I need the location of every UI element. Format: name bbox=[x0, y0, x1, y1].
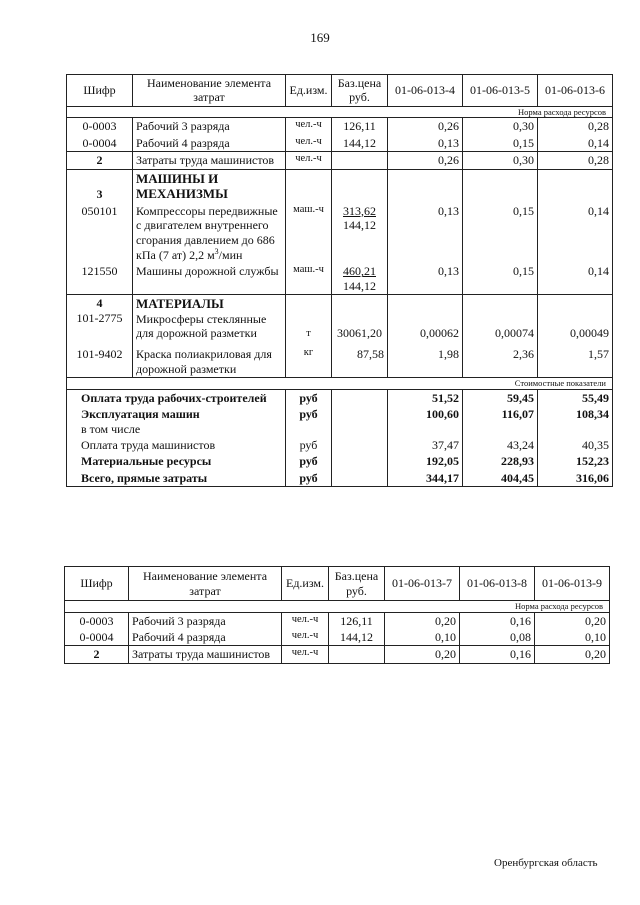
row-unit: маш.-ч bbox=[286, 203, 332, 264]
row-name: Машины дорожной службы bbox=[133, 263, 286, 294]
row-price: 30061,20 bbox=[332, 295, 388, 342]
row-value: 0,20 bbox=[535, 646, 610, 663]
summary-value: 228,93 bbox=[463, 453, 538, 469]
summary-unit: руб bbox=[286, 470, 332, 487]
row-code: 0-0004 bbox=[67, 135, 133, 152]
table-row bbox=[67, 341, 613, 377]
header-unit: Ед.изм. bbox=[282, 567, 329, 601]
header-col-1: 01-06-013-4 bbox=[388, 75, 463, 107]
summary-name: Оплата труда машинистов bbox=[67, 437, 286, 453]
summary-value: 55,49 bbox=[538, 389, 613, 406]
summary-name: Всего, прямые затраты bbox=[67, 470, 286, 487]
summary-value: 37,47 bbox=[388, 437, 463, 453]
summary-unit: руб bbox=[286, 437, 332, 453]
row-unit: чел.-ч bbox=[286, 152, 332, 169]
row-value: 0,00074 bbox=[463, 295, 538, 342]
summary-value: 116,07 bbox=[463, 406, 538, 437]
row-value: 0,30 bbox=[463, 152, 538, 169]
norm-label-row bbox=[67, 106, 613, 118]
row-price: 313,62 144,12 bbox=[332, 203, 388, 264]
table-row bbox=[67, 135, 613, 152]
row-name: Затраты труда машинистов bbox=[129, 646, 282, 663]
row-name: Краска полиакриловая для дорожной разметки bbox=[133, 341, 286, 377]
row-unit: маш.-ч bbox=[286, 263, 332, 294]
row-value: 1,57 bbox=[538, 341, 613, 377]
summary-value: 404,45 bbox=[463, 470, 538, 487]
row-value: 0,13 bbox=[388, 203, 463, 264]
summary-value: 43,24 bbox=[463, 437, 538, 453]
row-value: 0,13 bbox=[388, 263, 463, 294]
section-code: 4 101-2775 bbox=[67, 295, 133, 342]
row-value: 2,36 bbox=[463, 341, 538, 377]
row-unit: чел.-ч bbox=[286, 135, 332, 152]
table-row bbox=[67, 152, 613, 169]
cost-label: Стоимостные показатели bbox=[388, 378, 613, 390]
header-name: Наименование элемента затрат bbox=[133, 75, 286, 107]
summary-row bbox=[67, 470, 613, 487]
row-code: 0-0003 bbox=[67, 118, 133, 135]
table-row bbox=[67, 263, 613, 294]
row-value: 0,10 bbox=[385, 629, 460, 646]
row-price bbox=[329, 646, 385, 663]
summary-name: Материальные ресурсы bbox=[67, 453, 286, 469]
summary-value: 192,05 bbox=[388, 453, 463, 469]
row-price: 144,12 bbox=[329, 629, 385, 646]
row-value: 0,08 bbox=[460, 629, 535, 646]
row-value: 0,14 bbox=[538, 203, 613, 264]
row-value: 0,10 bbox=[535, 629, 610, 646]
header-code: Шифр bbox=[67, 75, 133, 107]
header-col-3: 01-06-013-6 bbox=[538, 75, 613, 107]
row-name: Рабочий 4 разряда bbox=[129, 629, 282, 646]
row-price bbox=[332, 152, 388, 169]
row-unit: кг bbox=[286, 341, 332, 377]
header-code: Шифр bbox=[65, 567, 129, 601]
table-row bbox=[67, 203, 613, 264]
row-value: 0,14 bbox=[538, 135, 613, 152]
resource-table-1 bbox=[66, 74, 613, 487]
cost-label-row bbox=[67, 378, 613, 390]
table-row bbox=[65, 612, 610, 629]
row-value: 0,15 bbox=[463, 203, 538, 264]
section-row bbox=[67, 295, 613, 342]
header-col-2: 01-06-013-5 bbox=[463, 75, 538, 107]
row-code: 0-0004 bbox=[65, 629, 129, 646]
row-code: 2 bbox=[67, 152, 133, 169]
section-code: 3 bbox=[67, 169, 133, 203]
row-value: 0,13 bbox=[388, 135, 463, 152]
row-name: Затраты труда машинистов bbox=[133, 152, 286, 169]
row-value: 0,16 bbox=[460, 612, 535, 629]
resource-table-2 bbox=[64, 566, 610, 664]
table-row bbox=[65, 629, 610, 646]
summary-value: 40,35 bbox=[538, 437, 613, 453]
row-value: 0,26 bbox=[388, 118, 463, 135]
row-value: 0,00049 bbox=[538, 295, 613, 342]
row-price: 144,12 bbox=[332, 135, 388, 152]
row-name: Рабочий 3 разряда bbox=[129, 612, 282, 629]
summary-value: 108,34 bbox=[538, 406, 613, 437]
table-row bbox=[67, 118, 613, 135]
row-value: 0,28 bbox=[538, 152, 613, 169]
row-name: МАТЕРИАЛЫ Микросферы стеклянные для дорожной разметки bbox=[133, 295, 286, 342]
row-code: 121550 bbox=[67, 263, 133, 294]
table-row bbox=[65, 646, 610, 663]
summary-value: 59,45 bbox=[463, 389, 538, 406]
summary-name: Эксплуатация машин в том числе bbox=[67, 406, 286, 437]
summary-row bbox=[67, 437, 613, 453]
section-title: МАШИНЫ И МЕХАНИЗМЫ bbox=[133, 169, 286, 203]
summary-unit: руб bbox=[286, 406, 332, 437]
header-name: Наименование элемента затрат bbox=[129, 567, 282, 601]
summary-unit: руб bbox=[286, 389, 332, 406]
row-value: 0,20 bbox=[385, 612, 460, 629]
row-price: 126,11 bbox=[329, 612, 385, 629]
row-name: Рабочий 4 разряда bbox=[133, 135, 286, 152]
summary-row bbox=[67, 406, 613, 437]
norm-label: Норма расхода ресурсов bbox=[385, 601, 610, 613]
row-unit: чел.-ч bbox=[282, 629, 329, 646]
summary-name: Оплата труда рабочих-строителей bbox=[67, 389, 286, 406]
header-col-1: 01-06-013-7 bbox=[385, 567, 460, 601]
header-unit: Ед.изм. bbox=[286, 75, 332, 107]
norm-label-row bbox=[65, 601, 610, 613]
row-unit: чел.-ч bbox=[282, 612, 329, 629]
row-value: 0,00062 bbox=[388, 295, 463, 342]
row-unit: т bbox=[286, 295, 332, 342]
row-name: Рабочий 3 разряда bbox=[133, 118, 286, 135]
row-value: 0,28 bbox=[538, 118, 613, 135]
row-value: 0,26 bbox=[388, 152, 463, 169]
summary-row bbox=[67, 453, 613, 469]
row-code: 0-0003 bbox=[65, 612, 129, 629]
row-value: 0,15 bbox=[463, 135, 538, 152]
row-unit: чел.-ч bbox=[282, 646, 329, 663]
summary-unit: руб bbox=[286, 453, 332, 469]
row-price: 126,11 bbox=[332, 118, 388, 135]
summary-value: 316,06 bbox=[538, 470, 613, 487]
summary-value: 152,23 bbox=[538, 453, 613, 469]
header-row bbox=[65, 567, 610, 601]
row-value: 0,20 bbox=[535, 612, 610, 629]
row-unit: чел.-ч bbox=[286, 118, 332, 135]
row-code: 050101 bbox=[67, 203, 133, 264]
row-name: Компрессоры передвижные с двигателем внутреннего сгорания давлением до 686 кПа (7 ат) 2,2 $м^3$/мин bbox=[133, 203, 286, 264]
row-value: 0,30 bbox=[463, 118, 538, 135]
row-price: 87,58 bbox=[332, 341, 388, 377]
row-value: 0,16 bbox=[460, 646, 535, 663]
page-number: 169 bbox=[310, 30, 330, 45]
row-value: 0,20 bbox=[385, 646, 460, 663]
row-code: 2 bbox=[65, 646, 129, 663]
row-value: 0,15 bbox=[463, 263, 538, 294]
summary-row bbox=[67, 389, 613, 406]
row-value: 0,14 bbox=[538, 263, 613, 294]
header-base-price: Баз.цена руб. bbox=[329, 567, 385, 601]
summary-value: 100,60 bbox=[388, 406, 463, 437]
row-price: 460,21 144,12 bbox=[332, 263, 388, 294]
row-code: 101-9402 bbox=[67, 341, 133, 377]
header-row bbox=[67, 75, 613, 107]
header-col-2: 01-06-013-8 bbox=[460, 567, 535, 601]
header-col-3: 01-06-013-9 bbox=[535, 567, 610, 601]
summary-value: 51,52 bbox=[388, 389, 463, 406]
section-row bbox=[67, 169, 613, 203]
summary-value: 344,17 bbox=[388, 470, 463, 487]
header-base-price: Баз.цена руб. bbox=[332, 75, 388, 107]
row-value: 1,98 bbox=[388, 341, 463, 377]
norm-label: Норма расхода ресурсов bbox=[388, 106, 613, 118]
footer-region: Оренбургская область bbox=[494, 857, 598, 869]
